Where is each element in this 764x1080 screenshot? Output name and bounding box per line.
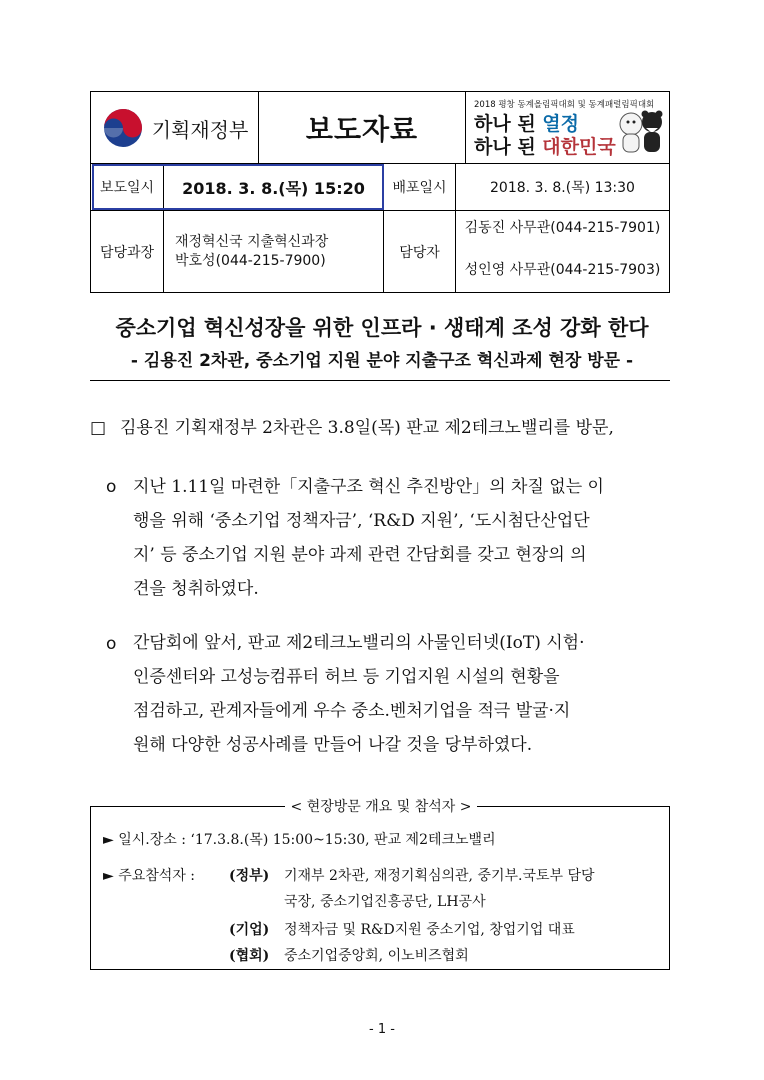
summary-date-row [103, 829, 496, 849]
person-line2: 성인영 사무관(044-215-7903) [464, 262, 661, 278]
dept-line1: 재정혁신국 지출혁신과장 [175, 234, 329, 250]
report-date-highlight [92, 164, 384, 210]
item1-line: 행을 위해 ‘중소기업 정책자금’, ‘R&D 지원’, ‘도시첨단산업단 [133, 511, 590, 531]
item2-marker: ο [106, 634, 117, 654]
olympic-slogan [466, 92, 671, 164]
item1-paragraph [133, 470, 673, 606]
report-date-label: 보도일시 [99, 180, 155, 196]
taegeuk-emblem-icon [102, 107, 144, 149]
dept-contact [175, 233, 328, 271]
item2-line: 간담회에 앞서, 판교 제2테크노밸리의 사물인터넷(IoT) 시험· [133, 633, 585, 653]
page-number: - 1 - [369, 1022, 395, 1037]
press-header-table [90, 91, 670, 293]
summary-attendee-label: 주요참석자 : [118, 868, 196, 884]
gov-label: (정부) [229, 868, 270, 884]
gov-line2: 국장, 중소기업진흥공단, LH공사 [284, 894, 486, 910]
biz-value: 정책자금 및 R&D지원 중소기업, 창업기업 대표 [284, 922, 575, 938]
item2-paragraph [133, 626, 673, 762]
assoc-value: 중소기업중앙회, 이노비즈협회 [284, 948, 469, 964]
release-date-label: 배포일시 [392, 180, 447, 196]
item1-marker: ο [106, 477, 117, 497]
summary-attendee-row [103, 865, 195, 885]
release-date-value: 2018. 3. 8.(목) 13:30 [490, 180, 635, 196]
person-line1: 김동진 사무관(044-215-7901) [464, 220, 661, 236]
visit-summary-box [90, 799, 670, 970]
ministry-logo [91, 92, 259, 164]
item2-line: 인증센터와 고성능컴퓨터 허브 등 기업지원 시설의 현황을 [133, 667, 560, 687]
item2-line: 점검하고, 관계자들에게 우수 중소.벤처기업을 적극 발굴·지 [133, 701, 571, 721]
headline-title: 중소기업 혁신성장을 위한 인프라 · 생태계 조성 강화 한다 [115, 316, 649, 340]
olympic-slogan-line1: 하나 된 열정 [474, 113, 580, 135]
report-date-value: 2018. 3. 8.(목) 15:20 [182, 178, 365, 198]
item1-line: 지난 1.11일 마련한「지출구조 혁신 추진방안」의 차질 없는 이 [133, 477, 604, 497]
gov-line1: 기재부 2차관, 재정기획심의관, 중기부.국토부 담당 [284, 868, 595, 884]
summary-date-value: ‘17.3.8.(목) 15:00~15:30, 판교 제2테크노밸리 [190, 832, 496, 848]
lead-marker: □ [90, 418, 107, 438]
ministry-name: 기획재정부 [151, 117, 249, 142]
doc-type-cell [259, 92, 465, 164]
summary-title: < 현장방문 개요 및 참석자 > [91, 796, 671, 816]
mascot-icon [616, 102, 666, 160]
lead-paragraph: 김용진 기획재정부 2차관은 3.8일(목) 판교 제2테크노밸리를 방문, [120, 418, 614, 438]
bullet-icon: ► [103, 868, 114, 884]
item1-line: 견을 청취하였다. [133, 579, 259, 599]
person-label: 담당자 [399, 244, 440, 261]
summary-date-label: 일시.장소 : [118, 832, 186, 848]
dept-line2: 박호성(044-215-7900) [175, 253, 326, 269]
doc-type-title: 보도자료 [305, 113, 419, 146]
person-contacts [456, 216, 669, 288]
assoc-label: (협회) [229, 948, 270, 964]
headline-rule [90, 380, 670, 381]
headline-subtitle: - 김용진 2차관, 중소기업 지원 분야 지출구조 혁신과제 현장 방문 - [130, 351, 634, 371]
dept-label: 담당과장 [99, 244, 155, 261]
item2-line: 원해 다양한 성공사례를 만들어 나갈 것을 당부하였다. [133, 735, 533, 755]
olympic-caption: 2018 평창 동계올림픽대회 및 동계패럴림픽대회 [474, 100, 655, 110]
olympic-slogan-line2: 하나 된 대한민국 [474, 136, 616, 158]
biz-label: (기업) [229, 922, 270, 938]
bullet-icon: ► [103, 832, 114, 848]
item1-line: 지’ 등 중소기업 지원 분야 과제 관련 간담회를 갖고 현장의 의 [133, 545, 587, 565]
